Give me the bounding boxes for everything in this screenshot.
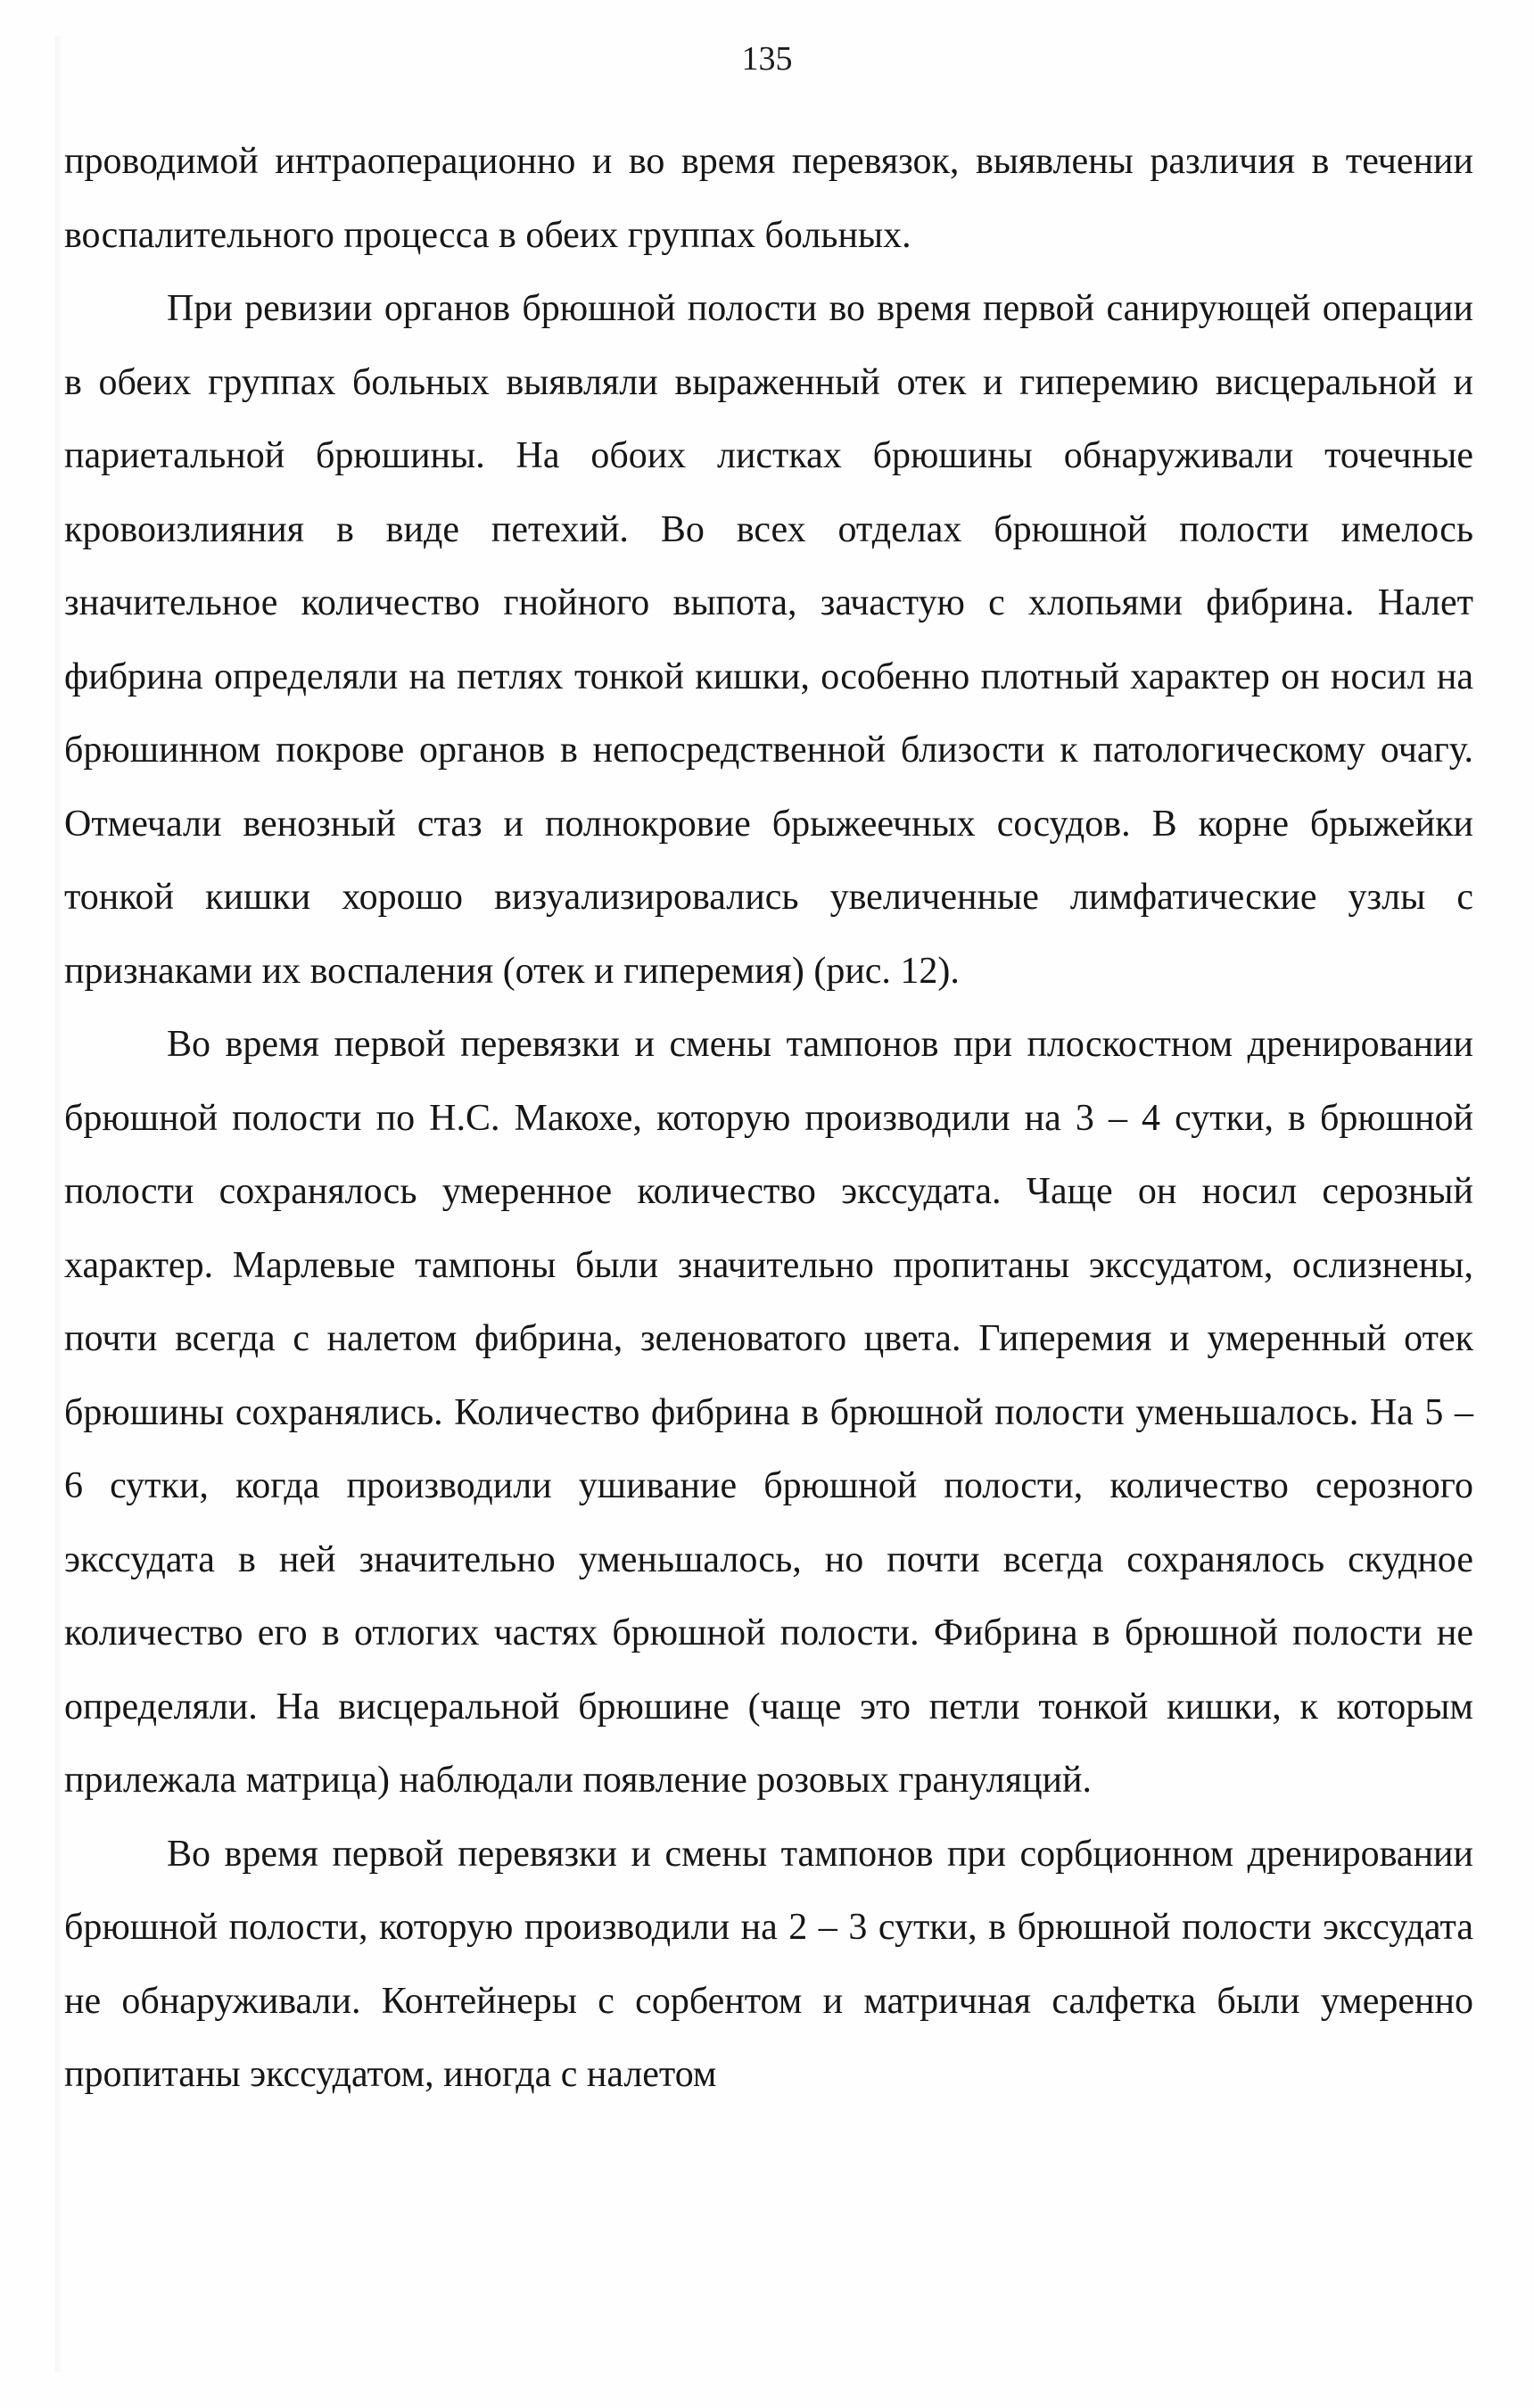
paragraph-planar-drainage: Во время первой перевязки и смены тампонов при плоскостном дренировании брюшной полости по Н.С. Макохе, которую производили на 3 – 4 сутки, в брюшной полости сохранялось умеренное количество экссудата. Чаще он носил серозный характер. Марлевые тампоны были значительно пропитаны экссудатом, ослизнены, почти всегда с налетом фибрина, зеленоватого цвета. Гиперемия и умеренный отек брюшины сохранялись. Количество фибрина в брюшной полости уменьшалось. На 5 – 6 сутки, когда производили ушивание брюшной полости, количество серозного экссудата в ней значительно уменьшалось, но почти всегда сохранялось скудное количество его в отлогих частях брюшной полости. Фибрина в брюшной полости не определяли. На висцеральной брюшине (чаще это петли тонкой кишки, к которым прилежала матрица) наблюдали появление розовых грануляций. xyxy=(64,1024,1473,1801)
paragraph-sorption-drainage: Во время первой перевязки и смены тампонов при сорбционном дренировании брюшной полости, которую производили на 2 – 3 сутки, в брюшной полости экссудата не обнаруживали. Контейнеры с сорбентом и матричная салфетка были умеренно пропитаны экссудатом, иногда с налетом xyxy=(64,1833,1473,2095)
paragraph-continuation: проводимой интраоперационно и во время перевязок, выявлены различия в течении воспалительного процесса в обеих группах больных. xyxy=(64,141,1473,256)
body-text xyxy=(64,125,1473,2112)
paragraph-revision-findings: При ревизии органов брюшной полости во время первой санирующей операции в обеих группах больных выявляли выраженный отек и гиперемию висцеральной и париетальной брюшины. На обоих листках брюшины обнаруживали точечные кровоизлияния в виде петехий. Во всех отделах брюшной полости имелось значительное количество гнойного выпота, зачастую с хлопьями фибрина. Налет фибрина определяли на петлях тонкой кишки, особенно плотный характер он носил на брюшинном покрове органов в непосредственной близости к патологическому очагу. Отмечали венозный стаз и полнокровие брыжеечных сосудов. В корне брыжейки тонкой кишки хорошо визуализировались увеличенные лимфатические узлы с признаками их воспаления (отек и гиперемия) (рис. 12). xyxy=(64,288,1473,992)
scan-shadow xyxy=(55,36,62,2372)
page-number: 135 xyxy=(741,40,793,78)
